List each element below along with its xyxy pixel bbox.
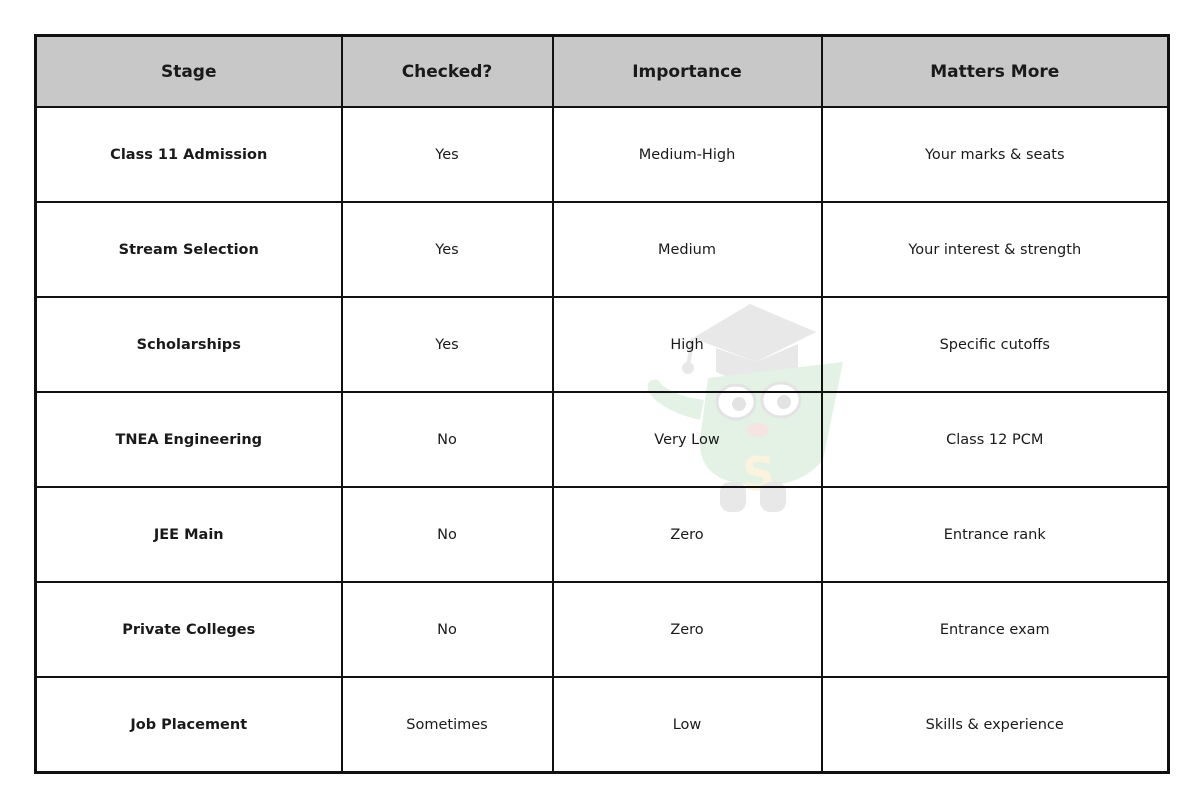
checked-cell: Yes [342,297,553,392]
table-row [36,297,1169,392]
stage-cell: Class 11 Admission [36,107,342,202]
importance-cell: Zero [553,582,822,677]
importance-cell: Medium-High [553,107,822,202]
column-header-stage: Stage [36,36,342,108]
importance-cell: Low [553,677,822,773]
checked-cell: No [342,582,553,677]
comparison-table [34,34,1170,774]
stage-cell: Scholarships [36,297,342,392]
table-row [36,487,1169,582]
importance-cell: Very Low [553,392,822,487]
stage-cell: Stream Selection [36,202,342,297]
table-row [36,107,1169,202]
checked-cell: Yes [342,202,553,297]
importance-cell: High [553,297,822,392]
table-row [36,582,1169,677]
table-row [36,202,1169,297]
column-header-importance: Importance [553,36,822,108]
stage-cell: Private Colleges [36,582,342,677]
matters-more-cell: Skills & experience [822,677,1169,773]
matters-more-cell: Specific cutoffs [822,297,1169,392]
stage-cell: TNEA Engineering [36,392,342,487]
importance-cell: Medium [553,202,822,297]
stage-cell: JEE Main [36,487,342,582]
checked-cell: No [342,392,553,487]
matters-more-cell: Your interest & strength [822,202,1169,297]
checked-cell: Sometimes [342,677,553,773]
column-header-checked: Checked? [342,36,553,108]
table-row [36,392,1169,487]
table-row [36,677,1169,773]
matters-more-cell: Your marks & seats [822,107,1169,202]
importance-cell: Zero [553,487,822,582]
checked-cell: No [342,487,553,582]
table-header-row [36,36,1169,108]
matters-more-cell: Class 12 PCM [822,392,1169,487]
checked-cell: Yes [342,107,553,202]
stage-cell: Job Placement [36,677,342,773]
matters-more-cell: Entrance exam [822,582,1169,677]
svg-text:S: S [742,447,776,501]
matters-more-cell: Entrance rank [822,487,1169,582]
column-header-matters-more: Matters More [822,36,1169,108]
